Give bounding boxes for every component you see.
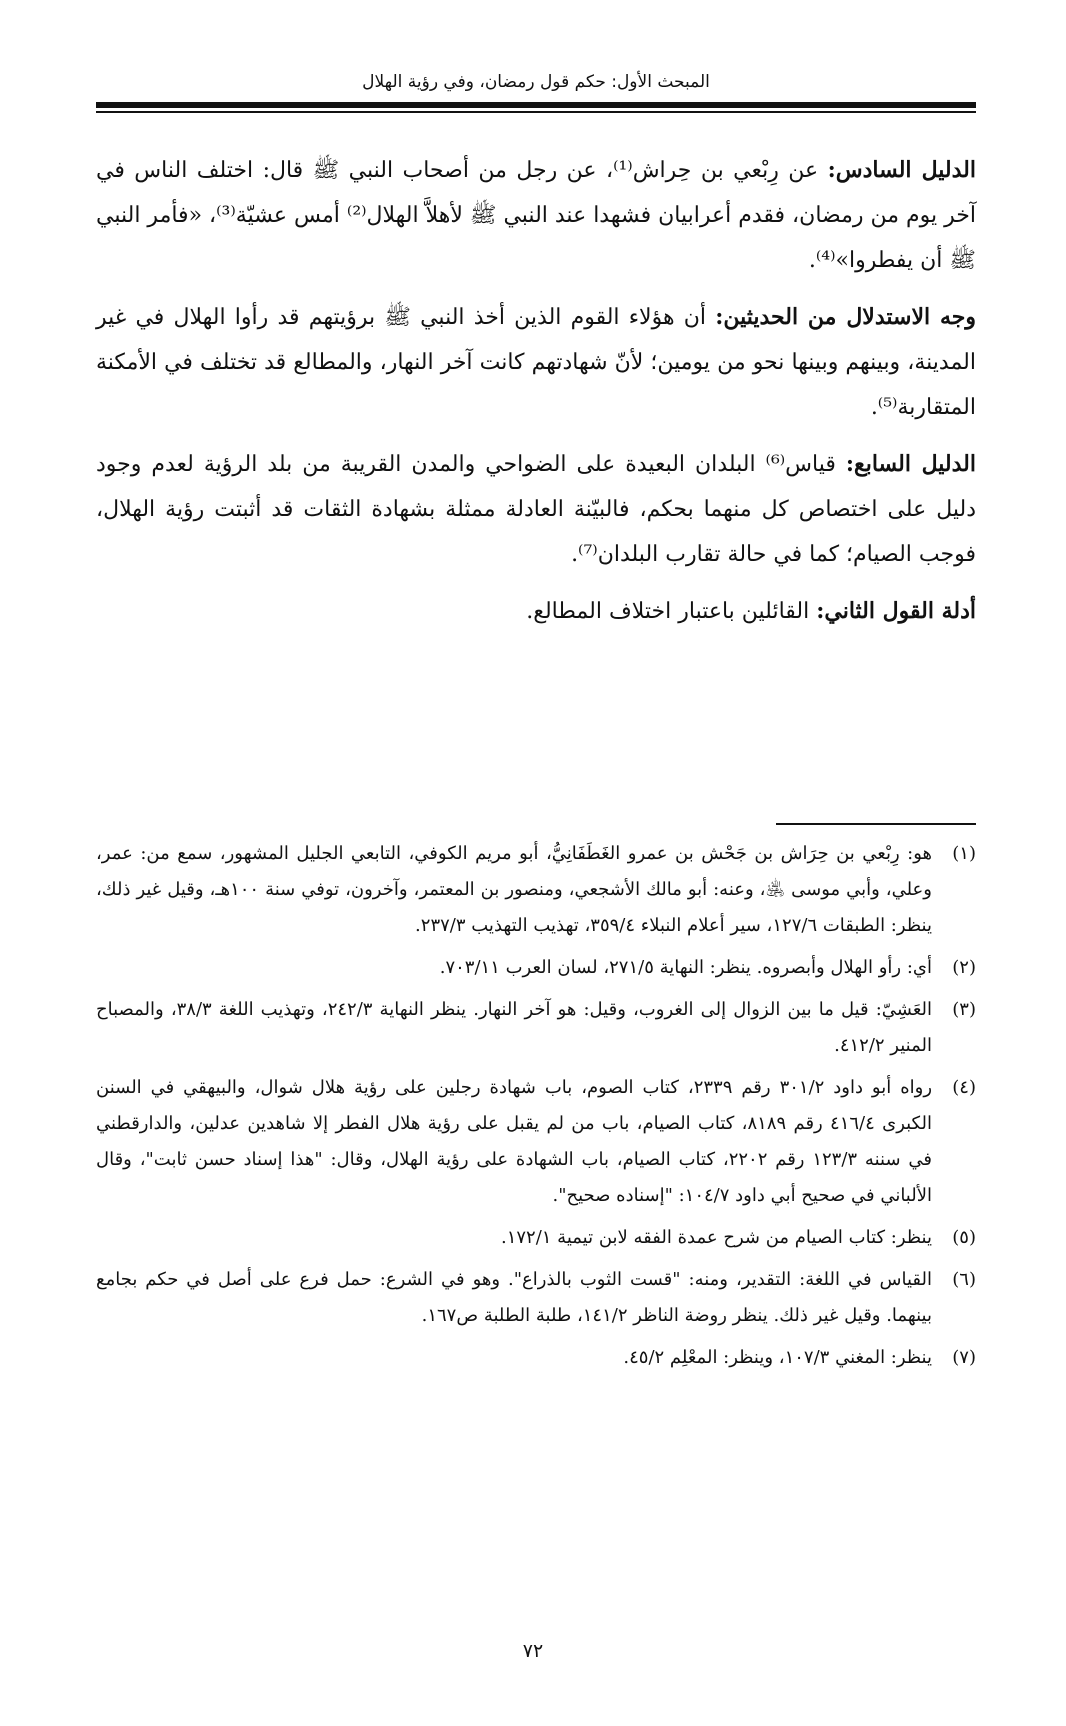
header-rule-thick [96,102,976,108]
footnote-number: (٥) [952,1227,976,1248]
footnote-text: رواه أبو داود ٣٠١/٢ رقم ٢٣٣٩، كتاب الصوم، باب شهادة رجلين على رؤية هلال شوال، والبيهقي في السنن الكبرى ٤١٦/٤ رقم ٨١٨٩، كتاب الصيام، باب من لم يقبل على رؤية هلال الفطر إلا شاهدين عدلين، والدارقطني في سننه ١٢٣/٣ رقم ٢٢٠٢، كتاب الصيام، باب الشهادة على رؤية الهلال، وقال: "هذا إسناد حسن ثابت"، وقال الألباني في صحيح أبي داود ١٠٤/٧: "إسناده صحيح". [96,1077,933,1206]
main-text [96,148,976,646]
page-number: ٧٢ [522,1640,544,1662]
footnote-text: القياس في اللغة: التقدير، ومنه: "قست الثوب بالذراع". وهو في الشرع: حمل فرع على أصل في حكم بجامع بينهما. وقيل غير ذلك. ينظر روضة الناظر ١٤١/٢، طلبة الطلبة ص١٦٧. [96,1269,932,1326]
footnote-text: هو: رِبْعي بن حِرَاش بن جَحْش بن عمرو الغَطَفَانِيُّ، أبو مريم الكوفي، التابعي الجليل المشهور، سمع من: عمر، وعلي، وأبي موسى ﵁، وعنه: أبو مالك الأشجعي، ومنصور بن المعتمر، وآخرون، توفي سنة ١٠٠هـ، وقيل غير ذلك، ينظر: الطبقات ١٢٧/٦، سير أعلام النبلاء ٣٥٩/٤، تهذيب التهذيب ٢٣٧/٣. [96,843,932,936]
paragraph-heading: أدلة القول الثاني: [816,598,976,624]
footnote-1 [96,836,976,944]
footnotes [96,836,976,1382]
footnote-7 [96,1340,976,1376]
paragraph-second-opinion [96,589,976,634]
paragraph-inference [96,295,976,430]
paragraph-heading: الدليل السادس: [827,157,976,183]
footnote-number: (٢) [952,957,976,978]
footnote-3 [96,992,976,1064]
footnote-number: (١) [952,843,976,864]
paragraph-text: أن هؤلاء القوم الذين أخذ النبي ﷺ برؤيتهم قد رأوا الهلال في غير المدينة، وبينهم وبينها نحو من يومين؛ لأنّ شهادتهم كانت آخر النهار، والمطالع قد تختلف في الأمكنة المتقاربة⁽⁵⁾. [96,305,976,420]
footnote-text: العَشِيّ: قيل ما بين الزوال إلى الغروب، وقيل: هو آخر النهار. ينظر النهاية ٢٤٢/٣، وتهذيب اللغة ٣٨/٣، والمصباح المنير ٤١٢/٢. [96,999,932,1056]
footnote-text: ينظر: كتاب الصيام من شرح عمدة الفقه لابن تيمية ١٧٢/١. [500,1227,932,1248]
footnote-5 [96,1220,976,1256]
footnote-text: ينظر: المغني ١٠٧/٣، وينظر: المعْلِم ٤٥/٢. [623,1347,932,1368]
footnote-4 [96,1070,976,1214]
footnote-number: (٦) [952,1269,976,1290]
footnote-6 [96,1262,976,1334]
paragraph-text: قياس⁽⁶⁾ البلدان البعيدة على الضواحي والمدن القريبة من بلد الرؤية لعدم وجود دليل على اختصاص كل منهما بحكم، فالبيّنة العادلة ممثلة بشهادة الثقات قد أثبتت رؤية الهلال، فوجب الصيام؛ كما في حالة تقارب البلدان⁽⁷⁾. [96,452,976,567]
footnote-2 [96,950,976,986]
footnote-number: (٧) [952,1347,976,1368]
paragraph-heading: وجه الاستدلال من الحديثين: [715,304,977,330]
paragraph-text: القائلين باعتبار اختلاف المطالع. [526,599,817,624]
footnote-number: (٤) [952,1077,976,1098]
paragraph-evidence-seven [96,442,976,577]
header-rule-thin [96,111,976,113]
footnote-separator [776,823,976,825]
paragraph-heading: الدليل السابع: [845,451,977,477]
running-header: المبحث الأول: حكم قول رمضان، وفي رؤية الهلال [362,72,710,92]
paragraph-text: عن رِبْعي بن حِراش⁽¹⁾، عن رجل من أصحاب النبي ﷺ قال: اختلف الناس في آخر يوم من رمضان، فقدم أعرابيان فشهدا عند النبي ﷺ لأهلاَّ الهلال⁽²⁾ أمس عشيّة⁽³⁾، «فأمر النبي ﷺ أن يفطروا»⁽⁴⁾. [96,158,976,273]
footnote-text: أي: رأو الهلال وأبصروه. ينظر: النهاية ٢٧١/٥، لسان العرب ٧٠٣/١١. [439,957,932,978]
paragraph-evidence-six [96,148,976,283]
footnote-number: (٣) [952,999,976,1020]
